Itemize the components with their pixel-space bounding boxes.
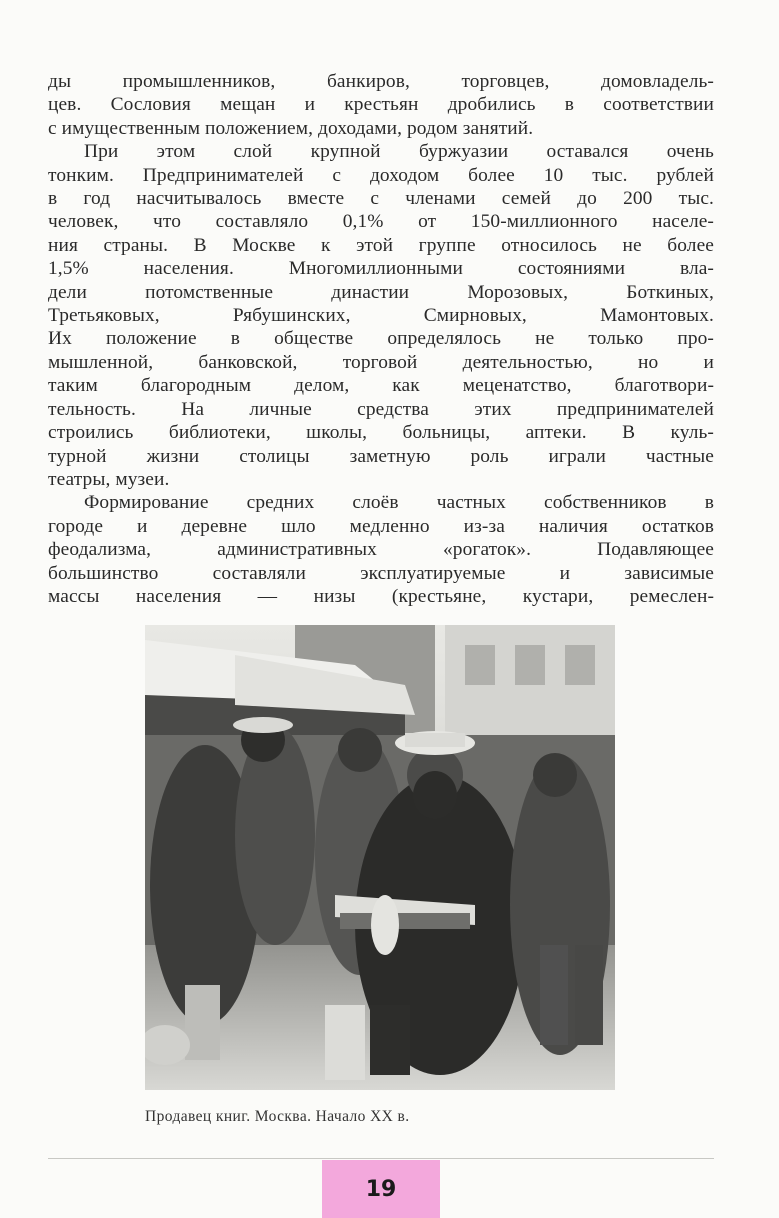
footer-divider <box>48 1158 714 1159</box>
page-number: 19 <box>365 1176 397 1202</box>
text-line: тонким. Предпринимателей с доходом более 10 тыс. рублей <box>48 164 714 186</box>
text-line: феодализма, административных «рогаток». Подавляющее <box>48 539 714 561</box>
text-line: городе и деревне шло медленно из-за наличия остатков <box>48 515 714 537</box>
text-line: цев. Сословия мещан и крестьян дробились в соответствии <box>48 94 714 116</box>
text-line: строились библиотеки, школы, больницы, аптеки. В куль- <box>48 422 714 444</box>
book-seller-photo <box>145 625 615 1090</box>
text-line: дели потомственные династии Морозовых, Боткиных, <box>48 281 714 303</box>
text-line: тельность. На личные средства этих предпринимателей <box>48 398 714 420</box>
text-line: с имущественным положением, доходами, родом занятий. <box>48 117 534 139</box>
text-line: Их положение в обществе определялось не только про- <box>48 328 714 350</box>
text-line: в год насчитывалось вместе с членами семей до 200 тыс. <box>48 188 714 210</box>
text-line: ды промышленников, банкиров, торговцев, домовладель- <box>48 71 714 92</box>
text-line: При этом слой крупной буржуазии оставался очень <box>84 141 714 163</box>
paragraph-2 <box>48 140 714 491</box>
text-line: большинство составляли эксплуатируемые и зависимые <box>48 562 714 584</box>
text-line: таким благородным делом, как меценатство, благотвори- <box>48 375 714 397</box>
text-line: Третьяковых, Рябушинских, Смирновых, Мамонтовых. <box>48 305 714 327</box>
paragraph-3 <box>48 491 714 608</box>
text-line: турной жизни столицы заметную роль играли частные <box>48 445 714 467</box>
text-line: человек, что составляло 0,1% от 150-миллионного населе- <box>48 211 714 233</box>
text-line: массы населения — низы (крестьяне, кустари, ремеслен- <box>48 585 714 607</box>
text-line: мышленной, банковской, торговой деятельностью, но и <box>48 351 714 373</box>
page-number-badge <box>322 1160 440 1218</box>
paragraph-1 <box>48 70 714 140</box>
photo-caption: Продавец книг. Москва. Начало XX в. <box>145 1108 410 1125</box>
text-line: Формирование средних слоёв частных собственников в <box>84 492 714 514</box>
text-line: театры, музеи. <box>48 468 170 490</box>
body-text <box>48 70 714 608</box>
text-line: ния страны. В Москве к этой группе относилось не более <box>48 234 714 256</box>
text-line: 1,5% населения. Многомиллионными состояниями вла- <box>48 258 714 280</box>
